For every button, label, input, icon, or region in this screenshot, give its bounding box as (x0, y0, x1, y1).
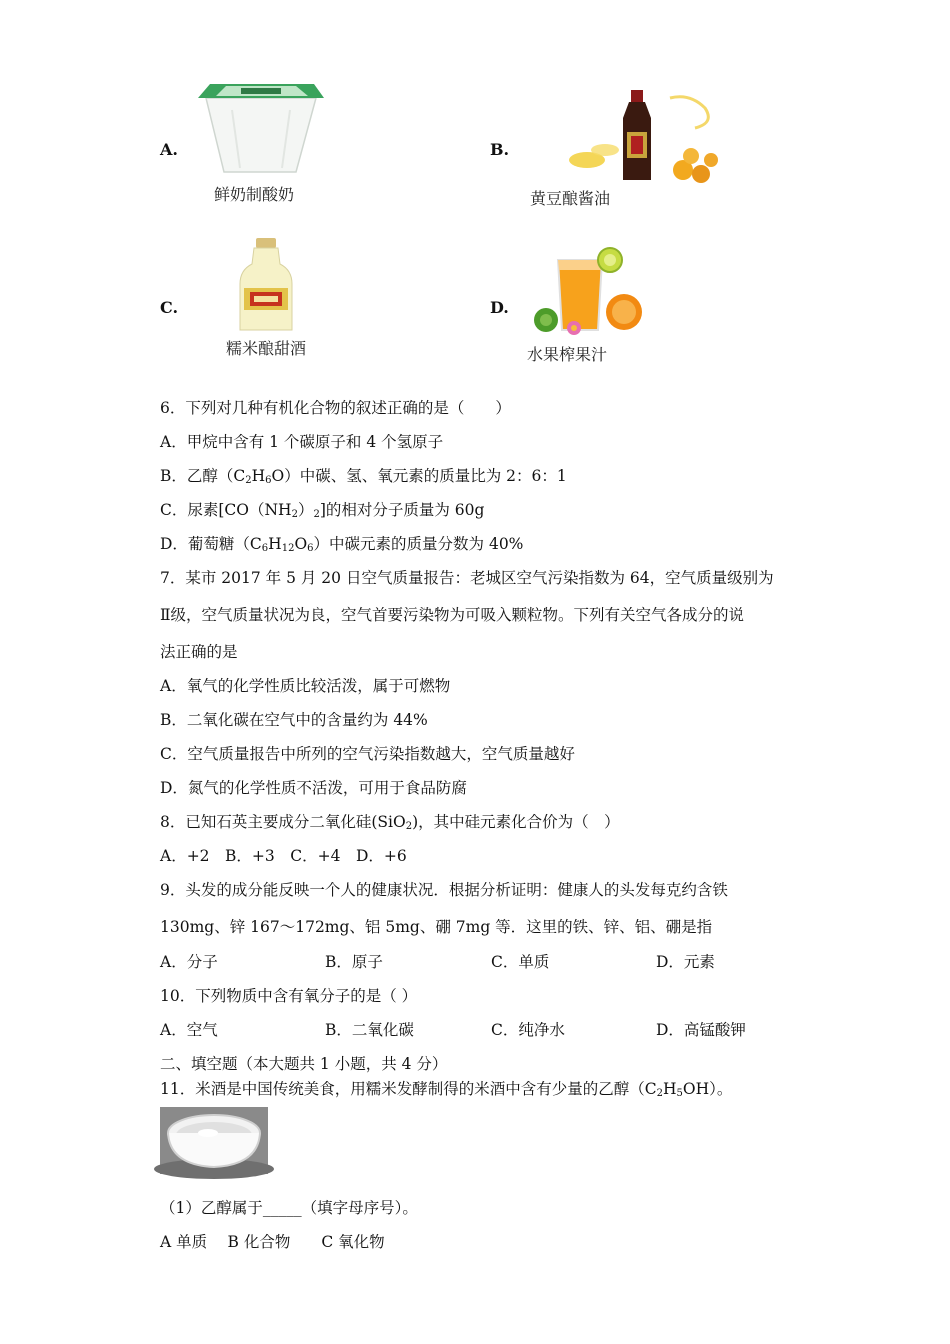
q10-option-b: B．二氧化碳 (325, 1021, 414, 1039)
option-c-caption: 糯米酿甜酒 (226, 339, 307, 358)
option-b-label: B. (490, 140, 510, 159)
q7-stem-line3: 法正确的是 (160, 643, 238, 661)
q9-option-a: A．分子 (160, 953, 218, 971)
q9-option-c: C．单质 (491, 953, 550, 971)
q6-option-b: B．乙醇$(C_2H_6O)$中碳、氢、氧元素的质量比为 2：6：1 (160, 467, 567, 486)
q7-option-d: D．氮气的化学性质不活泼，可用于食品防腐 (160, 779, 467, 797)
q8-stem: 8．已知石英主要成分二氧化硅(SiO$_2$)，其中硅元素化合价为（ ） (160, 813, 620, 832)
q9-option-d: D．元素 (656, 953, 715, 971)
q9-option-b: B．原子 (325, 953, 383, 971)
option-d-caption: 水果榨果汁 (527, 345, 608, 364)
section-2-title: 二、填空题（本大题共 1 小题，共 4 分） (160, 1055, 448, 1073)
option-a-label: A. (160, 140, 178, 159)
q7-stem-line2: Ⅱ级，空气质量状况为良，空气首要污染物为可吸入颗粒物。下列有关空气各成分的说 (160, 606, 745, 624)
option-a-caption: 鲜奶制酸奶 (214, 185, 295, 204)
rice-wine-bowl-icon (160, 1107, 268, 1174)
q10-option-a: A．空气 (160, 1021, 218, 1039)
q7-option-a: A．氧气的化学性质比较活泼，属于可燃物 (160, 677, 451, 695)
q6-option-c: C．尿素$[CO(NH_2)_2]$的相对分子质量为 60g (160, 501, 485, 520)
q11-stem: 11．米酒是中国传统美食，用糯米发酵制得的米酒中含有少量的乙醇$(C_2H_5OH)$。 (160, 1080, 733, 1099)
soy-sauce-bottle-icon (565, 88, 725, 188)
q7-stem-line1: 7．某市 2017 年 5 月 20 日空气质量报告：老城区空气污染指数为 64，空气质量级别为 (160, 569, 774, 587)
q8-options: A．+2 B．+3 C．+4 D．+6 (160, 847, 407, 865)
q9-stem-line2: 130mg、锌 167～172mg、铝 5mg、硼 7mg 等．这里的铁、锌、铝、硼是指 (160, 918, 713, 936)
rice-wine-bottle-icon (236, 236, 296, 336)
q10-stem: 10．下列物质中含有氧分子的是（ ） (160, 987, 418, 1005)
q11-options: A 单质 B 化合物 C 氧化物 (160, 1233, 385, 1251)
q7-option-b: B．二氧化碳在空气中的含量约为 44% (160, 711, 428, 729)
q7-option-c: C．空气质量报告中所列的空气污染指数越大，空气质量越好 (160, 745, 575, 763)
option-c-label: C. (160, 298, 179, 317)
option-d-label: D. (490, 298, 509, 317)
orange-juice-icon (528, 246, 648, 346)
q9-stem-line1: 9．头发的成分能反映一个人的健康状况．根据分析证明：健康人的头发每克约含铁 (160, 881, 728, 899)
q6-stem: 6．下列对几种有机化合物的叙述正确的是（ ） (160, 399, 511, 417)
yogurt-cup-icon (196, 80, 326, 180)
q6-option-d: D．葡萄糖$(C_6H_{12}O_6)$中碳元素的质量分数为 40% (160, 535, 524, 554)
q10-option-c: C．纯净水 (491, 1021, 565, 1039)
q10-option-d: D．高锰酸钾 (656, 1021, 746, 1039)
q11-sub1: （1）乙醇属于_____（填字母序号）。 (160, 1199, 418, 1217)
q6-option-a: A．甲烷中含有 1 个碳原子和 4 个氢原子 (160, 433, 444, 451)
option-b-caption: 黄豆酿酱油 (530, 189, 611, 208)
